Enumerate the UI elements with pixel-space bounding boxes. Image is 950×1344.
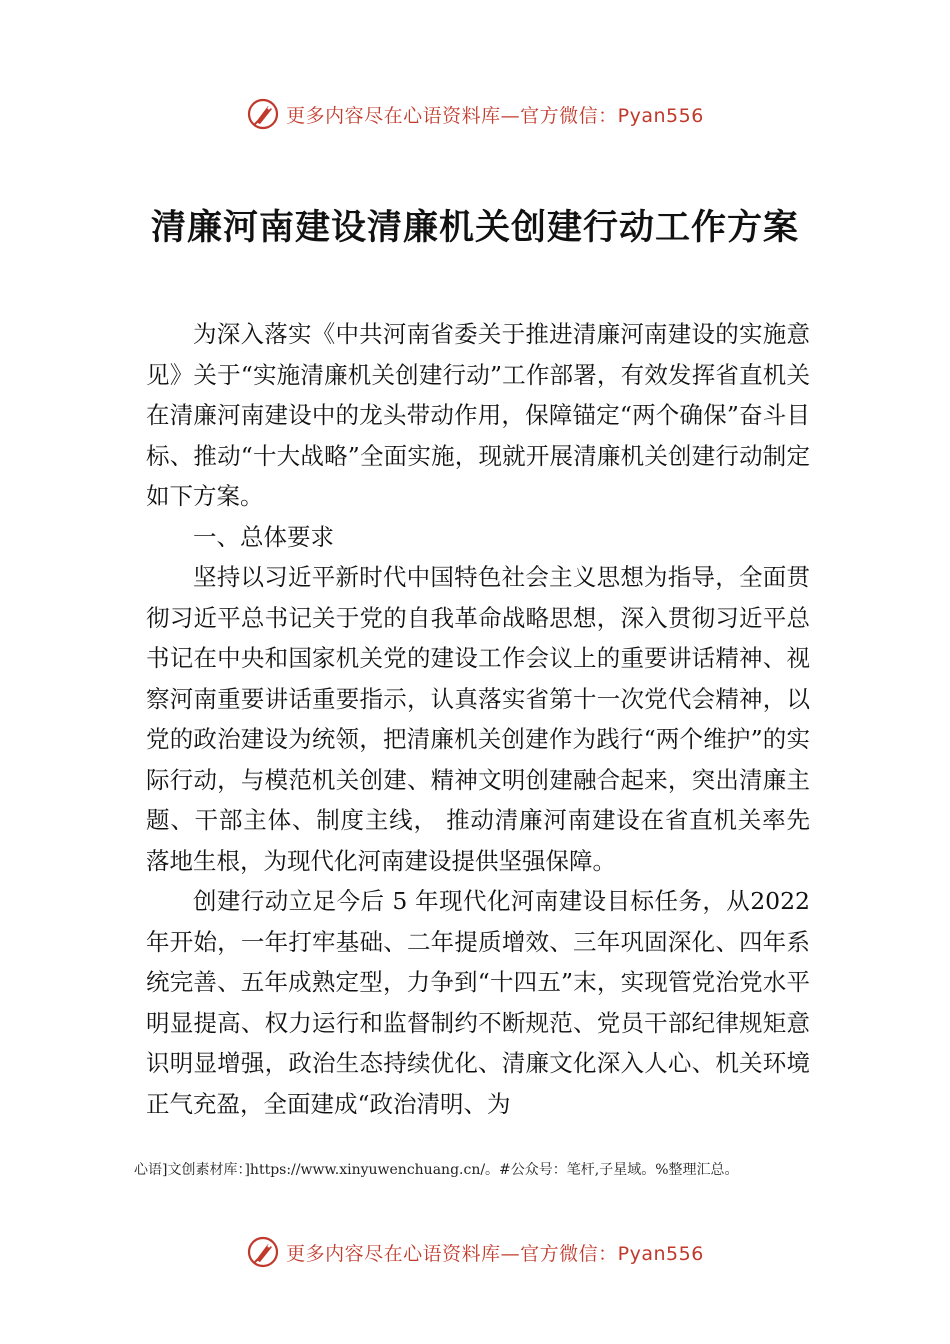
footnote: 心语]文创素材库：]https://www.xinyuwenchuang.cn/。#公众号：笔杆,子星域。%整理汇总。 bbox=[134, 1162, 739, 1178]
banner-text: 更多内容尽在心语资料库—官方微信：Pyan556 bbox=[286, 1242, 704, 1265]
pen-nib-logo-icon bbox=[246, 97, 280, 131]
paragraph-goals: 创建行动立足今后 5 年现代化河南建设目标任务，从2022 年开始，一年打牢基础、二年提质增效、三年巩固深化、四年系统完善、五年成熟定型，力争到“十四五”末，实现管党治党水平明显提高、权力运行和监督制约不断规范、党员干部纪律规矩意识明显增强，政治生态持续优化、清廉文化深入人心、机关环境正气充盈，全面建成“政治清明、为 bbox=[146, 887, 810, 1118]
paragraph-requirements: 坚持以习近平新时代中国特色社会主义思想为指导，全面贯彻习近平总书记关于党的自我革命战略思想，深入贯彻习近平总书记在中央和国家机关党的建设工作会议上的重要讲话精神、视察河南重要讲话重要指示，认真落实省第十一次党代会精神，以党的政治建设为统领，把清廉机关创建作为践行“两个维护”的实际行动，与模范机关创建、精神文明创建融合起来，突出清廉主题、干部主体、制度主线， 推动清廉河南建设在省直机关率先落地生根，为现代化河南建设提供坚强保障。 bbox=[146, 563, 810, 875]
pen-nib-logo-icon bbox=[246, 1235, 280, 1269]
footer-banner bbox=[0, 1232, 950, 1272]
banner-text: 更多内容尽在心语资料库—官方微信：Pyan556 bbox=[286, 104, 704, 127]
section-heading: 一、总体要求 bbox=[193, 522, 334, 551]
paragraph-intro: 为深入落实《中共河南省委关于推进清廉河南建设的实施意见》关于“实施清廉机关创建行动”工作部署，有效发挥省直机关在清廉河南建设中的龙头带动作用，保障锚定“两个确保”奋斗目标、推动“十大战略”全面实施，现就开展清廉机关创建行动制定如下方案。 bbox=[146, 320, 810, 510]
wechat-id: Pyan556 bbox=[617, 104, 704, 127]
wechat-id: Pyan556 bbox=[617, 1242, 704, 1265]
document-title: 清廉河南建设清廉机关创建行动工作方案 bbox=[150, 207, 799, 248]
document-body bbox=[146, 314, 810, 1124]
header-banner bbox=[0, 94, 950, 134]
